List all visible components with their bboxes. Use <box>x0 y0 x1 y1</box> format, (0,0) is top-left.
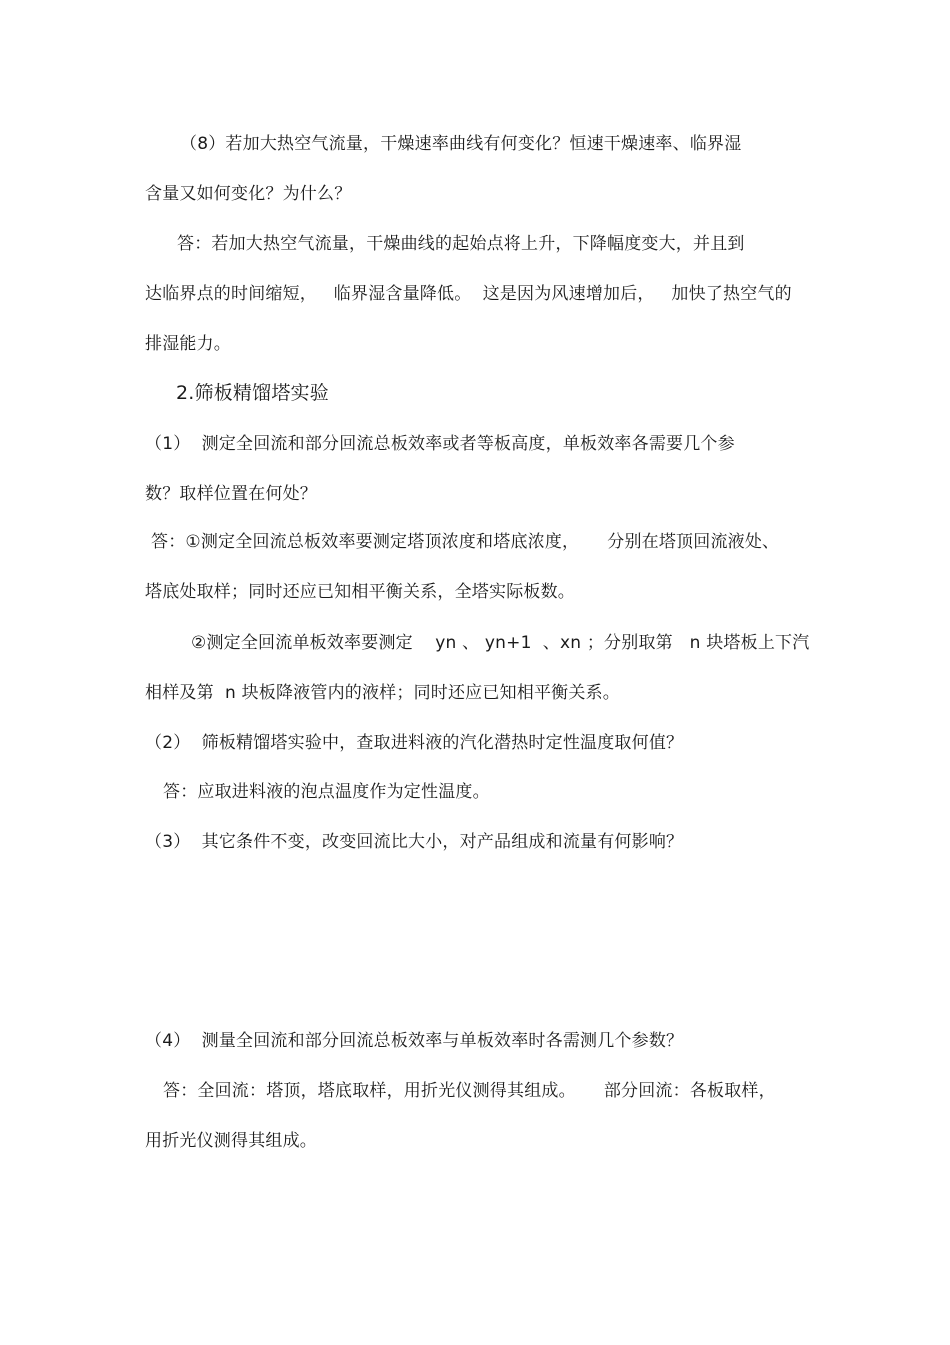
answer-2: 答：应取进料液的泡点温度作为定性温度。 <box>163 782 490 802</box>
answer-4-line-1: 答：全回流：塔顶，塔底取样，用折光仪测得其组成。 部分回流：各板取样， <box>163 1081 776 1101</box>
question-4: （4） 测量全回流和部分回流总板效率与单板效率时各需测几个参数？ <box>145 1031 684 1051</box>
answer-1-line-2: 塔底处取样；同时还应已知相平衡关系，全塔实际板数。 <box>145 582 575 602</box>
question-8-line-1: （8）若加大热空气流量，干燥速率曲线有何变化？恒速干燥速率、临界湿 <box>180 134 742 154</box>
answer-1-line-1: 答：①测定全回流总板效率要测定塔顶浓度和塔底浓度， 分别在塔顶回流液处、 <box>151 532 780 552</box>
answer-8-line-1: 答：若加大热空气流量，干燥曲线的起始点将上升，下降幅度变大，并且到 <box>177 234 745 254</box>
answer-8-line-2: 达临界点的时间缩短， 临界湿含量降低。 这是因为风速增加后， 加快了热空气的 <box>145 284 792 304</box>
question-3: （3） 其它条件不变，改变回流比大小，对产品组成和流量有何影响？ <box>145 832 684 852</box>
question-1-line-2: 数？取样位置在何处？ <box>145 484 317 504</box>
answer-4-line-2: 用折光仪测得其组成。 <box>145 1131 317 1151</box>
answer-8-line-3: 排湿能力。 <box>145 334 231 354</box>
section-heading: 2.筛板精馏塔实验 <box>176 382 329 404</box>
question-8-line-2: 含量又如何变化？为什么？ <box>145 184 352 204</box>
answer-1-line-4: 相样及第 n 块板降液管内的液样；同时还应已知相平衡关系。 <box>145 683 620 703</box>
question-2: （2） 筛板精馏塔实验中，查取进料液的汽化潜热时定性温度取何值？ <box>145 733 684 753</box>
answer-1-line-3: ②测定全回流单板效率要测定 yn 、 yn+1 、xn ；分别取第 n 块塔板上下汽 <box>191 633 810 653</box>
question-1-line-1: （1） 测定全回流和部分回流总板效率或者等板高度，单板效率各需要几个参 <box>145 434 735 454</box>
